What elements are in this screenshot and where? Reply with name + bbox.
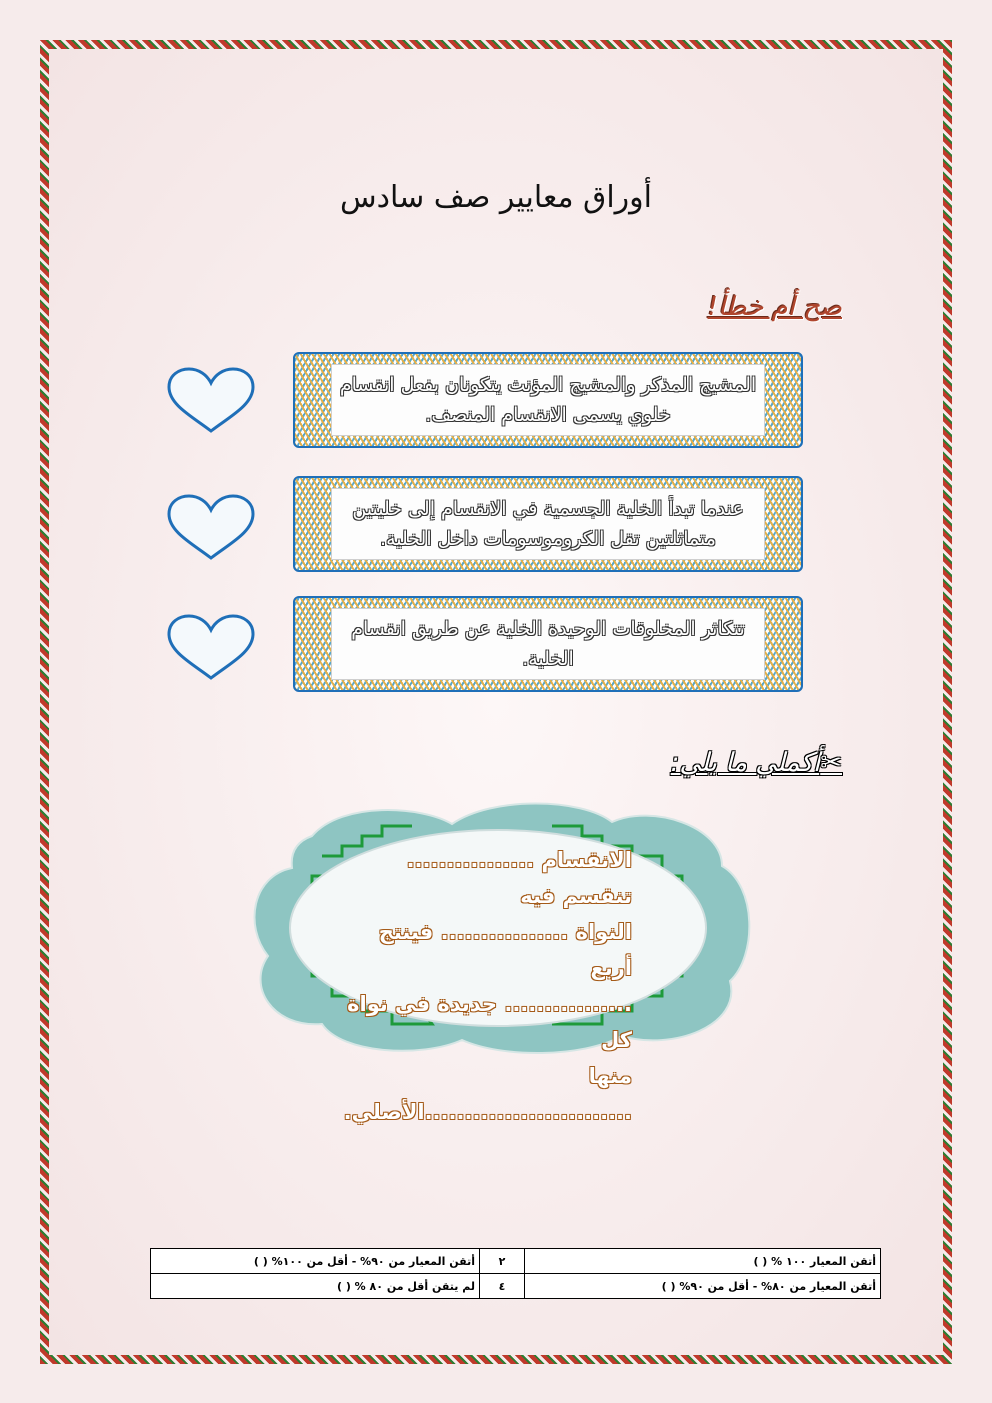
answer-heart-1[interactable] <box>165 365 257 435</box>
criteria-cell[interactable]: لم يتقن أقل من ٨٠ % ( ) <box>151 1274 480 1299</box>
statement-text-3: تتكاثر المخلوقات الوحيدة الخلية عن طريق انقسام الخلية. <box>331 608 765 680</box>
criteria-cell[interactable]: أتقن المعيار ١٠٠ % ( ) <box>525 1249 881 1274</box>
statement-card-3 <box>293 596 803 692</box>
criteria-number: ٤ <box>480 1274 525 1299</box>
criteria-table <box>150 1248 881 1299</box>
scissors-icon: ✂ <box>820 748 842 778</box>
blank-line-3[interactable]: ................ جديدة في نواة كل <box>347 992 632 1052</box>
answer-heart-2[interactable] <box>165 492 257 562</box>
criteria-cell[interactable]: أتقن المعيار من ٨٠% - أقل من ٩٠% ( ) <box>525 1274 881 1299</box>
blank-line-2[interactable]: النواة ................ فينتج أربع <box>378 920 632 980</box>
statement-text-1: المشيج المذكر والمشيج المؤنث يتكونان بفعل انقسام خلوي يسمى الانقسام المنصف. <box>331 364 765 436</box>
statement-card-2 <box>293 476 803 572</box>
statement-text-2: عندما تبدأ الخلية الجسمية في الانقسام إلى خليتين متماثلتين تقل الكروموسومات داخل الخلية. <box>331 488 765 560</box>
answer-heart-3[interactable] <box>165 612 257 682</box>
fill-in-blanks-text <box>340 842 632 1130</box>
page-title: أوراق معايير صف سادس <box>340 180 652 215</box>
page-border-frame <box>40 40 952 1364</box>
blank-line-4[interactable]: منها ..........................الأصلي. <box>343 1064 632 1124</box>
table-row <box>151 1274 881 1299</box>
criteria-number: ٢ <box>480 1249 525 1274</box>
complete-heading-text: أكملي ما يلي: <box>670 748 821 778</box>
complete-heading <box>671 748 842 778</box>
table-row <box>151 1249 881 1274</box>
criteria-cell[interactable]: أتقن المعيار من ٩٠% - أقل من ١٠٠% ( ) <box>151 1249 480 1274</box>
statement-card-1 <box>293 352 803 448</box>
blank-line-1[interactable]: الانقسام ................ تنقسم فيه <box>406 848 632 908</box>
true-false-heading: صح أم خطأ! <box>707 292 842 322</box>
